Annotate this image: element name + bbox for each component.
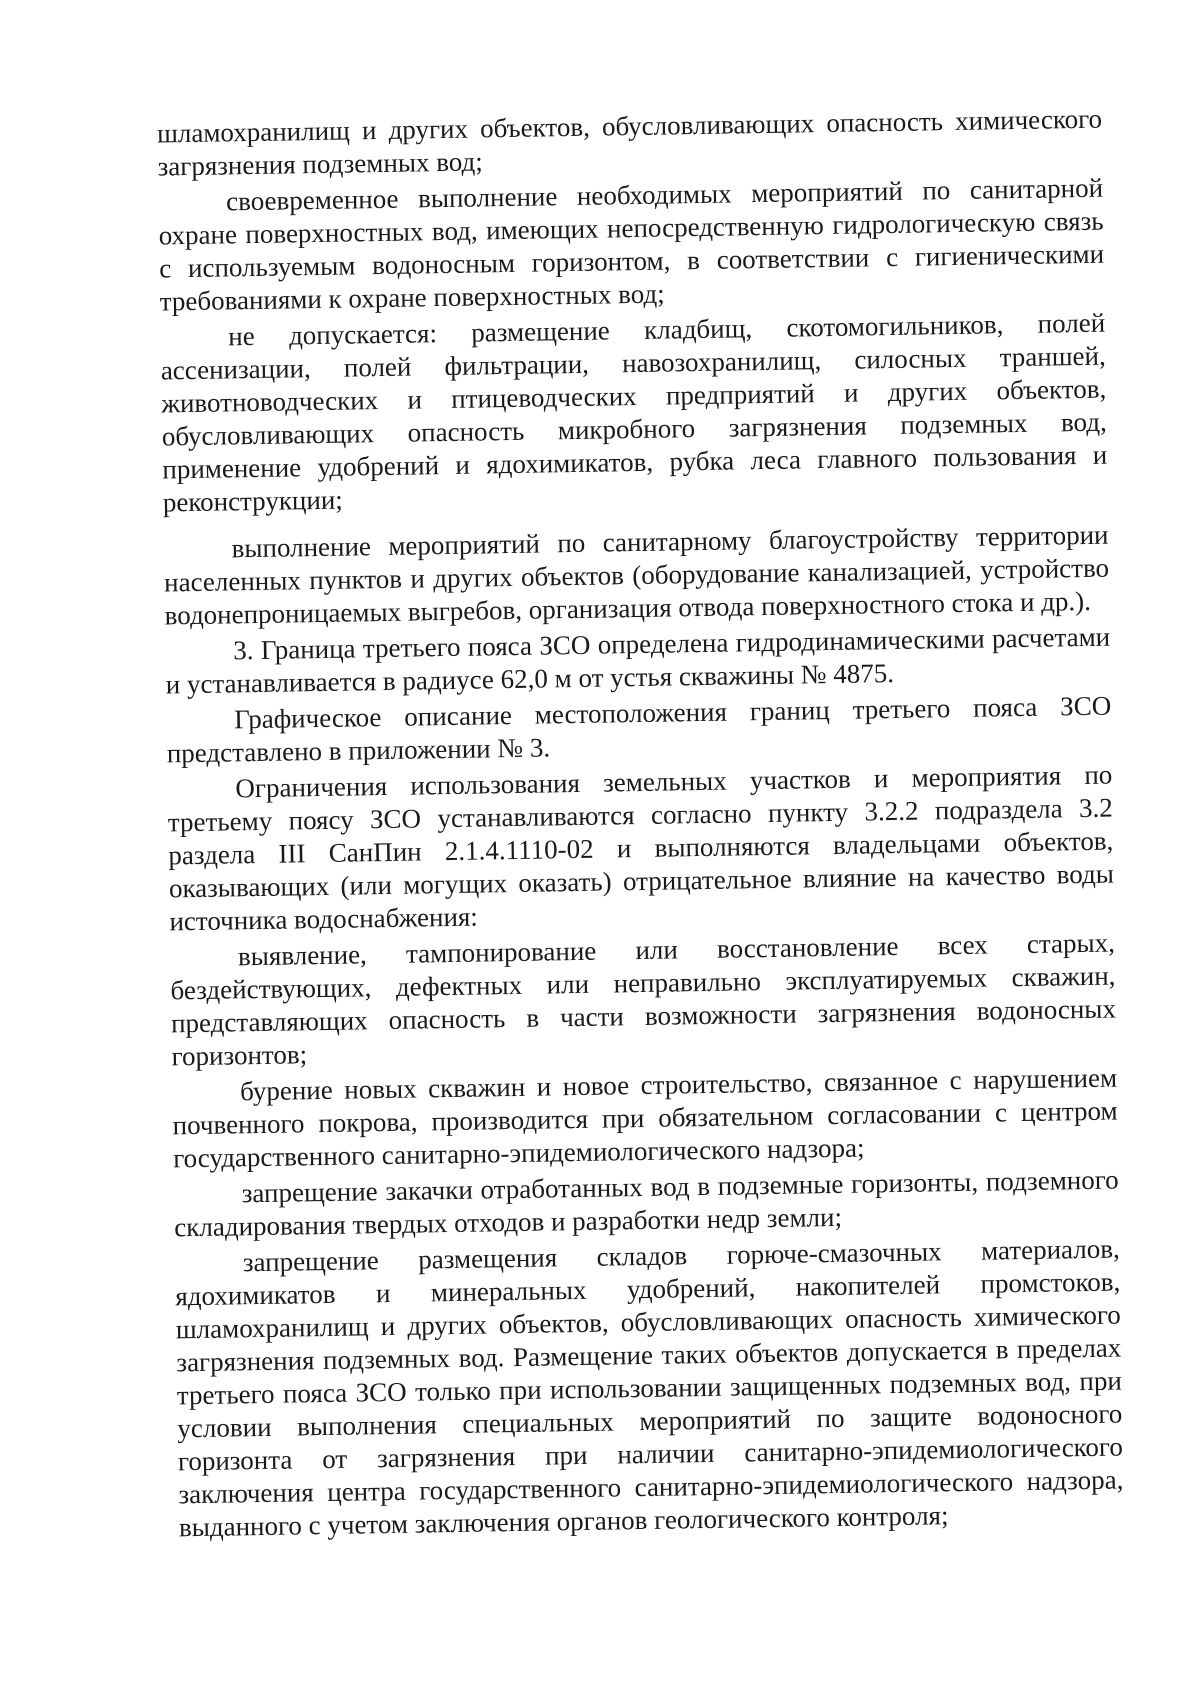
paragraph-third-zone-boundary: 3. Граница третьего пояса ЗСО определена гидродинамическими расчетами и устанавливается в радиусе 62,0 м от устья скважины № 4875. [165,621,1111,700]
paragraph-surface-water-protection: своевременное выполнение необходимых мероприятий по санитарной охране поверхностных вод, имеющих непосредственную гидрологическую связь с используемым водоносным горизонтом, в соответствии с гигиеническими требованиями к охране поверхностных вод; [158,172,1105,317]
paragraph-new-drilling: бурение новых скважин и новое строительство, связанное с нарушением почвенного покрова, производится при обязательном согласовании с центром государственного санитарно-эпидемиологического надзора; [172,1062,1118,1174]
document-page [157,103,1124,1548]
paragraph-sanitary-improvement: выполнение мероприятий по санитарному благоустройству территории населенных пунктов и других объектов (оборудование канализацией, устройство водонепроницаемых выгребов, организация отвода поверхностного стока и др.). [163,519,1110,631]
paragraph-injection-ban: запрещение закачки отработанных вод в подземные горизонты, подземного складирования твердых отходов и разработки недр земли; [174,1164,1119,1243]
paragraph-storage-ban: запрещение размещения складов горюче-смазочных материалов, ядохимикатов и минеральных удобрений, накопителей промстоков, шламохранилищ и других объектов, обусловливающих опасность химического загрязнения подземных вод. Размещение таких объектов допускается в пределах третьего пояса ЗСО только при использовании защищенных подземных вод, при условии выполнения специальных мероприятий по защите водоносного горизонта от загрязнения при наличии санитарно-эпидемиологического заключения центра государственного санитарно-эпидемиологического надзора, выданного с учетом заключения органов геологического контроля; [175,1233,1124,1543]
paragraph-continuation-chemical-pollution: шламохранилищ и других объектов, обусловливающих опасность химического загрязнения подземных вод; [156,103,1103,182]
paragraph-not-allowed-list: не допускается: размещение кладбищ, скотомогильников, полей ассенизации, полей фильтрации, навозохранилищ, силосных траншей, животноводческих и птицеводческих предприятий и других объектов, обусловливающих опасность микробного загрязнения подземных вод, применение удобрений и ядохимикатов, рубка леса главного пользования и реконструкции; [160,307,1108,518]
paragraph-land-use-restrictions: Ограничения использования земельных участков и мероприятия по третьему поясу ЗСО устанавливаются согласно пункту 3.2.2 подраздела 3.2 раздела III СанПин 2.1.4.1110-02 и выполняются владельцами объектов, оказывающих (или могущих оказать) отрицательное влияние на качество воды источника водоснабжения: [167,759,1115,937]
paragraph-old-wells: выявление, тампонирование или восстановление всех старых, бездействующих, дефектных или неправильно эксплуатируемых скважин, представляющих опасность в части возможности загрязнения водоносных горизонтов; [170,927,1117,1072]
paragraph-graphic-description: Графическое описание местоположения границ третьего пояса ЗСО представлено в приложении № 3. [166,690,1112,769]
